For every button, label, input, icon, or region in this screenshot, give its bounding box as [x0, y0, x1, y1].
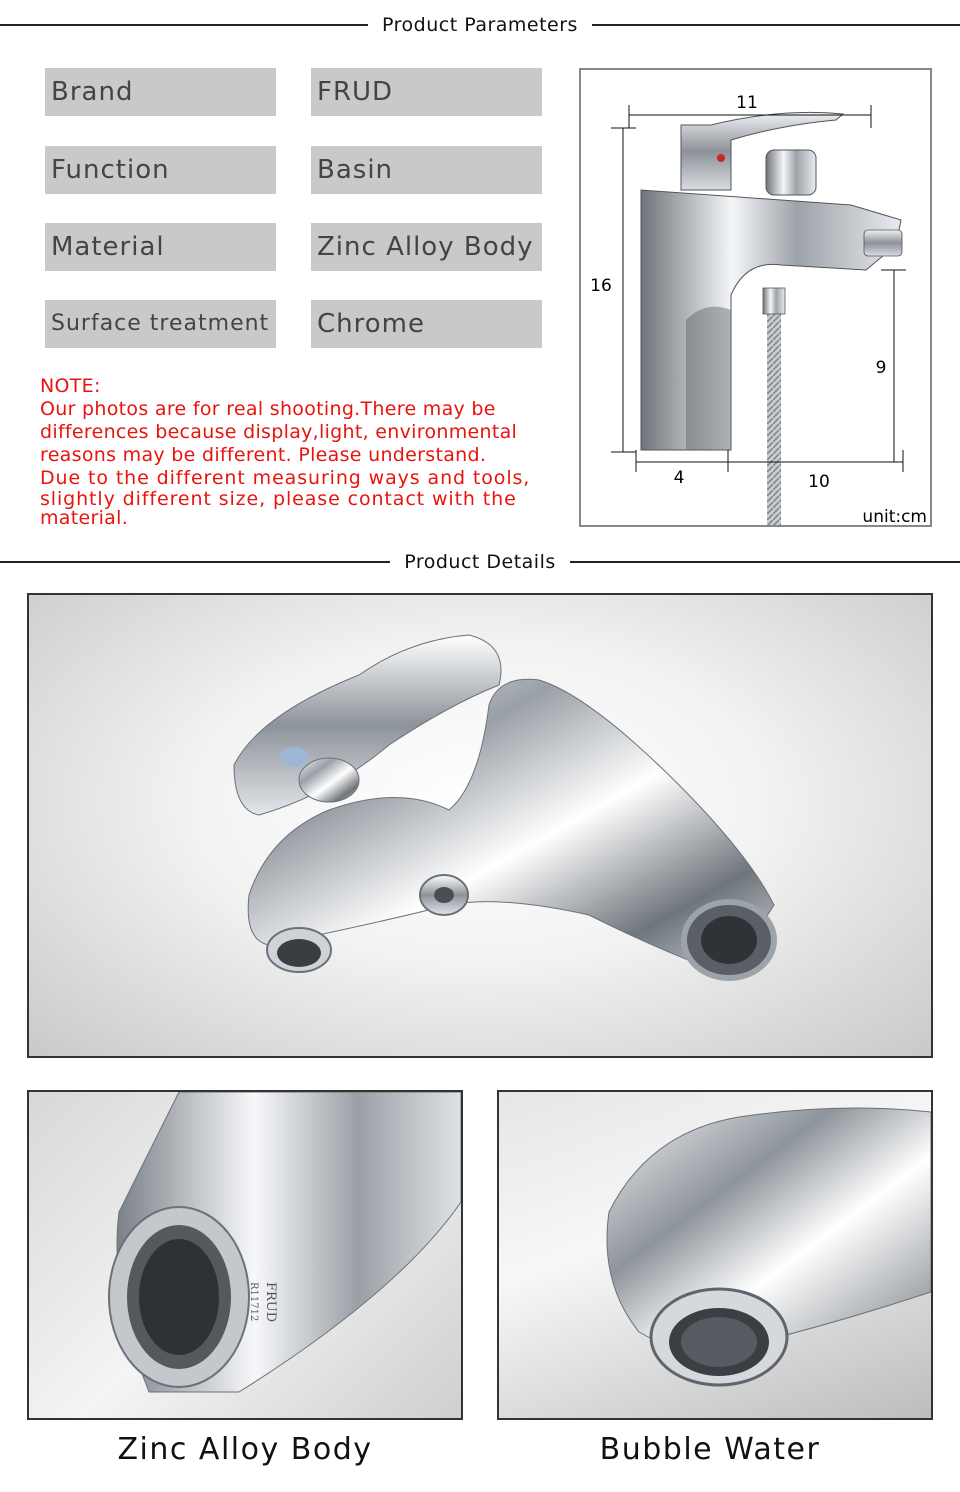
param-value-brand: FRUD: [311, 68, 542, 116]
note-line: differences because display,light, environmental: [40, 421, 518, 443]
param-label-brand: Brand: [45, 68, 276, 116]
faucet-dimension-drawing: [581, 70, 930, 525]
engraved-brand: FRUD: [263, 1282, 278, 1323]
dim-label-base-left: 4: [673, 468, 685, 488]
dim-label-height-left: 16: [590, 276, 612, 296]
main-product-photo: [27, 593, 933, 1058]
caption-bubble-water: Bubble Water: [599, 1432, 821, 1467]
detail-photo-aerator: [497, 1090, 933, 1420]
note-line: material.: [40, 507, 129, 529]
unit-label: unit:cm: [862, 507, 927, 525]
faucet-photo-illustration: [29, 595, 931, 1056]
note-line: slightly different size, please contact with the: [40, 488, 517, 510]
param-label-surface: Surface treatment: [45, 300, 276, 348]
dimension-diagram: [579, 68, 932, 527]
dim-label-height-right: 9: [875, 358, 887, 378]
note-line: reasons may be different. Please understand.: [40, 444, 487, 466]
param-label-function: Function: [45, 146, 276, 194]
aerator-closeup-illustration: [499, 1092, 931, 1418]
faucet-handle-shape: [681, 112, 843, 190]
param-label-material: Material: [45, 223, 276, 271]
dim-label-base-right: 10: [808, 472, 830, 492]
section-header-details: [0, 549, 960, 573]
section-title-parameters: Product Parameters: [374, 14, 586, 36]
caption-zinc-alloy-body: Zinc Alloy Body: [117, 1432, 373, 1467]
section-header-parameters: [0, 12, 960, 36]
detail-photo-body: [27, 1090, 463, 1420]
note-line: Due to the different measuring ways and tools,: [40, 467, 531, 489]
section-title-details: Product Details: [396, 551, 564, 573]
note-block: [40, 375, 575, 528]
note-title: NOTE:: [40, 375, 101, 397]
engraved-model: R11712: [248, 1282, 259, 1322]
hose-shape: [767, 310, 781, 525]
param-value-function: Basin: [311, 146, 542, 194]
dim-label-width: 11: [736, 93, 758, 113]
body-closeup-illustration: [29, 1092, 461, 1418]
note-line: Our photos are for real shooting.There may be: [40, 398, 496, 420]
param-value-surface: Chrome: [311, 300, 542, 348]
param-value-material: Zinc Alloy Body: [311, 223, 542, 271]
